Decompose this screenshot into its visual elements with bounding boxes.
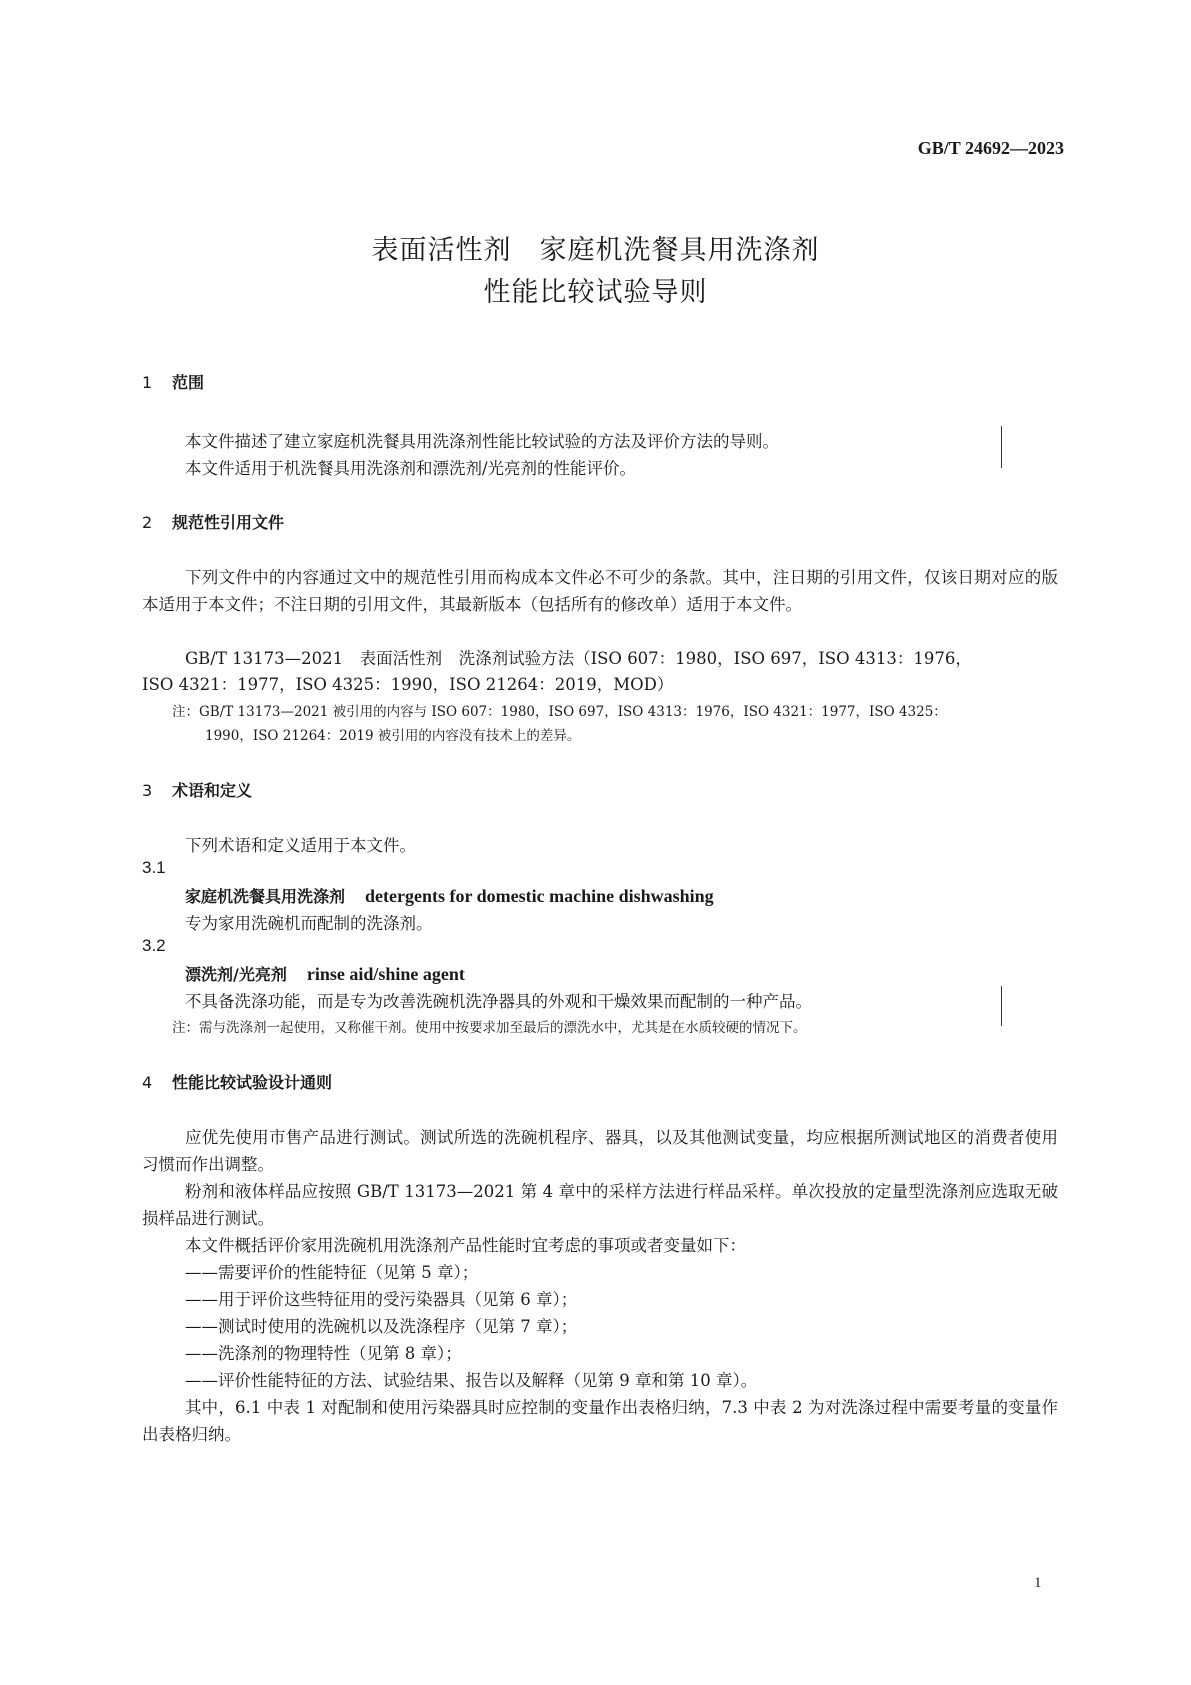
section-number: 1	[142, 373, 153, 392]
list-item: ——洗涤剂的物理特性（见第 8 章）；	[185, 1344, 462, 1363]
section-4-heading	[142, 1070, 332, 1093]
section-title: 范围	[172, 373, 205, 392]
term-english: detergents for domestic machine dishwashing	[365, 886, 714, 906]
section-number: 3	[142, 781, 153, 800]
list-item: ——用于评价这些特征用的受污染器具（见第 6 章）；	[185, 1290, 578, 1309]
section-1-paragraph: 本文件描述了建立家庭机洗餐具用洗涤剂性能比较试验的方法及评价方法的导则。	[185, 432, 779, 451]
term-3-2	[185, 962, 465, 985]
section-2-paragraph: 下列文件中的内容通过文中的规范性引用而构成本文件必不可少的条款。其中，注日期的引用文件，仅该日期对应的版本适用于本文件；不注日期的引用文件，其最新版本（包括所有的修改单）适用于本文件。	[142, 568, 1058, 614]
document-number: GB/T 24692—2023	[917, 138, 1064, 158]
section-4-paragraph: 粉剂和液体样品应按照 GB/T 13173—2021 第 4 章中的采样方法进行样品采样。单次投放的定量型洗涤剂应选取无破损样品进行测试。	[142, 1182, 1058, 1228]
list-item: ——需要评价的性能特征（见第 5 章）；	[185, 1263, 479, 1282]
section-number: 4	[142, 1073, 153, 1092]
section-4-paragraph: 本文件概括评价家用洗碗机用洗涤剂产品性能时宜考虑的事项或者变量如下：	[185, 1236, 746, 1255]
reference-note-cont: 1990，ISO 21264：2019 被引用的内容没有技术上的差异。	[205, 728, 581, 744]
change-bar	[1001, 986, 1002, 1026]
section-1-paragraph: 本文件适用于机洗餐具用洗涤剂和漂洗剂/光亮剂的性能评价。	[185, 459, 637, 478]
term-chinese: 漂洗剂/光亮剂	[185, 965, 287, 984]
section-number: 2	[142, 513, 153, 532]
term-3-2-definition: 不具备洗涤功能，而是专为改善洗碗机洗净器具的外观和干燥效果而配制的一种产品。	[185, 992, 812, 1011]
section-title: 性能比较试验设计通则	[172, 1073, 333, 1092]
section-1-heading	[142, 370, 204, 393]
section-title: 术语和定义	[172, 781, 253, 800]
term-3-2-note: 注：需与洗涤剂一起使用，又称催干剂。使用中按要求加至最后的漂洗水中，尤其是在水质较硬的情况下。	[172, 1020, 807, 1036]
reference-note: 注：GB/T 13173—2021 被引用的内容与 ISO 607：1980，ISO 697，ISO 4313：1976，ISO 4321：1977，ISO 4325：	[172, 704, 947, 720]
section-title: 规范性引用文件	[172, 513, 285, 532]
section-3-heading	[142, 778, 252, 801]
term-3-1-definition: 专为家用洗碗机而配制的洗涤剂。	[185, 914, 433, 933]
term-3-1	[185, 884, 714, 907]
term-english: rinse aid/shine agent	[306, 964, 465, 984]
title-line-1: 表面活性剂 家庭机洗餐具用洗涤剂	[371, 235, 820, 266]
section-4-paragraph: 应优先使用市售产品进行测试。测试所选的洗碗机程序、器具，以及其他测试变量，均应根据所测试地区的消费者使用习惯而作出调整。	[142, 1128, 1058, 1174]
list-item: ——评价性能特征的方法、试验结果、报告以及解释（见第 9 章和第 10 章）。	[185, 1371, 758, 1390]
term-number-3-2: 3.2	[142, 936, 166, 955]
change-bar	[1001, 426, 1002, 468]
normative-reference-cont: ISO 4321：1977，ISO 4325：1990，ISO 21264：2019，MOD）	[142, 675, 674, 694]
title-line-2: 性能比较试验导则	[483, 277, 708, 308]
section-4-paragraph: 其中，6.1 中表 1 对配制和使用污染器具时应控制的变量作出表格归纳，7.3 中表 2 为对洗涤过程中需要考量的变量作出表格归纳。	[142, 1398, 1058, 1444]
term-chinese: 家庭机洗餐具用洗涤剂	[185, 887, 346, 906]
section-3-intro: 下列术语和定义适用于本文件。	[185, 836, 416, 855]
list-item: ——测试时使用的洗碗机以及洗涤程序（见第 7 章）；	[185, 1317, 578, 1336]
section-2-heading	[142, 510, 284, 533]
normative-reference: GB/T 13173—2021 表面活性剂 洗涤剂试验方法（ISO 607：1980，ISO 697，ISO 4313：1976，	[185, 649, 972, 668]
term-number-3-1: 3.1	[142, 858, 166, 877]
page-number: 1	[1034, 1575, 1042, 1591]
